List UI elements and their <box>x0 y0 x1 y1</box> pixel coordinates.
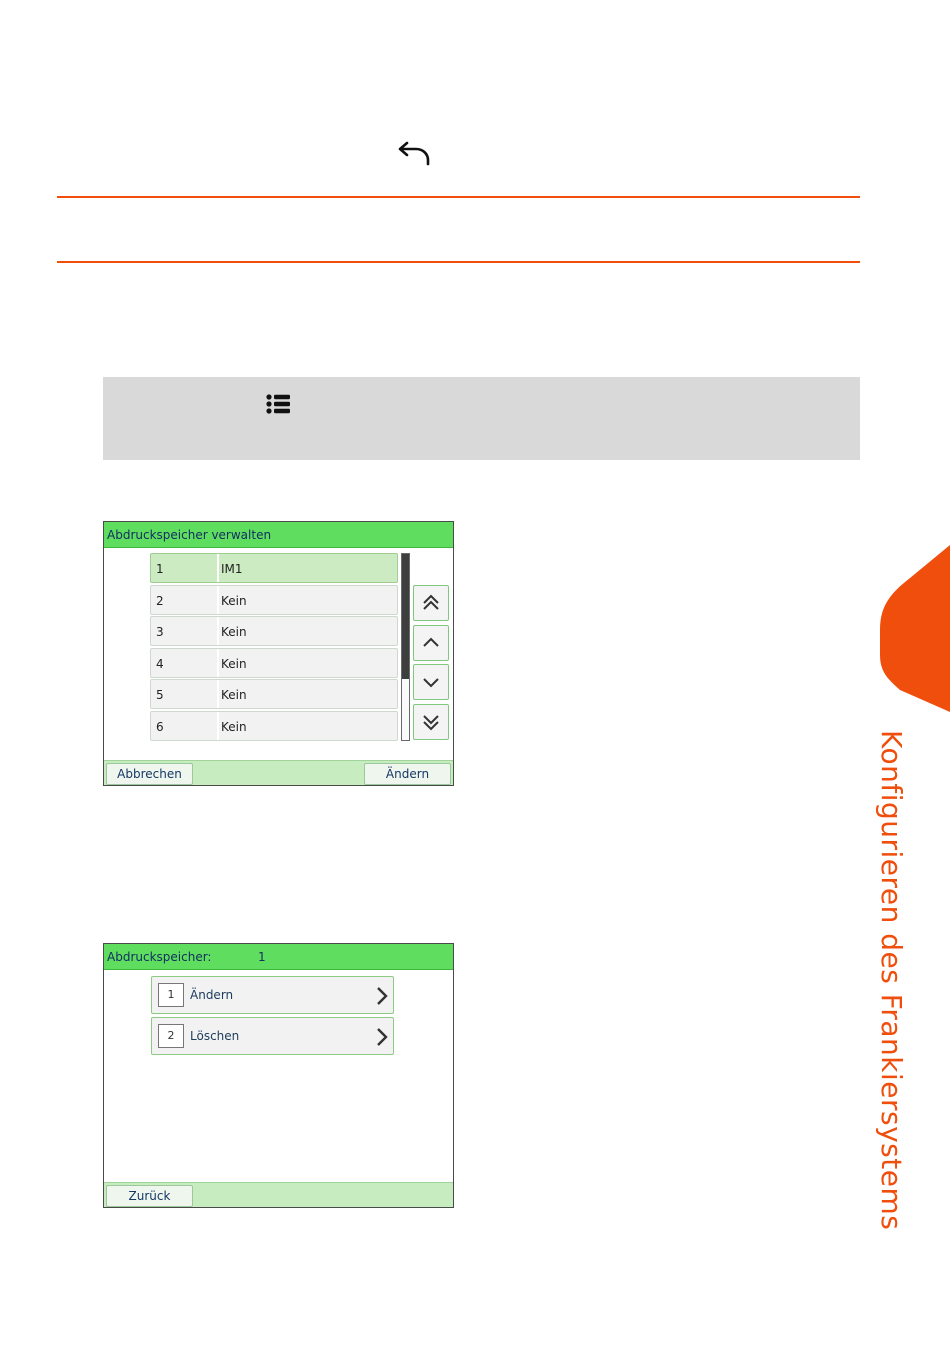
list-row[interactable] <box>150 616 398 646</box>
down-icon <box>421 672 441 692</box>
page-down-button[interactable] <box>413 704 449 740</box>
undo-icon <box>396 140 432 168</box>
row-separator <box>217 586 219 614</box>
list-row[interactable] <box>150 679 398 709</box>
list-row[interactable] <box>150 648 398 678</box>
menu-item-change[interactable] <box>151 976 394 1014</box>
screen-imprint-memory-options <box>103 943 454 1208</box>
screen-title-value: 1 <box>258 950 266 964</box>
menu-item-delete[interactable] <box>151 1017 394 1055</box>
row-value: Kein <box>221 625 247 639</box>
softkey-bar <box>104 1182 453 1207</box>
chevron-right-icon <box>375 986 389 1006</box>
divider-bottom <box>57 261 860 263</box>
page-up-button[interactable] <box>413 585 449 621</box>
menu-item-label: Ändern <box>190 988 234 1002</box>
row-number: 2 <box>156 594 164 608</box>
screen-manage-imprint-memory <box>103 521 454 786</box>
row-separator <box>217 680 219 708</box>
list-menu-icon <box>266 393 290 415</box>
row-value: Kein <box>221 594 247 608</box>
change-button[interactable]: Ändern <box>364 763 451 785</box>
chapter-tab-shape <box>870 540 950 715</box>
list-row[interactable] <box>150 553 398 583</box>
chevron-right-icon <box>375 1027 389 1047</box>
softkey-bar <box>104 760 453 785</box>
list-row[interactable] <box>150 711 398 741</box>
row-separator <box>217 649 219 677</box>
list-row[interactable] <box>150 585 398 615</box>
row-number: 1 <box>156 562 164 576</box>
row-number: 4 <box>156 657 164 671</box>
row-value: Kein <box>221 688 247 702</box>
scrollbar-thumb[interactable] <box>402 554 409 679</box>
row-value: IM1 <box>221 562 243 576</box>
scroll-down-button[interactable] <box>413 664 449 700</box>
row-number: 3 <box>156 625 164 639</box>
scrollbar[interactable] <box>401 553 410 741</box>
back-button[interactable]: Zurück <box>106 1185 193 1207</box>
menu-item-number: 2 <box>158 1024 184 1048</box>
row-separator <box>217 617 219 645</box>
cancel-button[interactable]: Abbrechen <box>106 763 193 785</box>
row-separator <box>217 554 219 582</box>
up-icon <box>421 633 441 653</box>
row-value: Kein <box>221 657 247 671</box>
menu-item-label: Löschen <box>190 1029 240 1043</box>
divider-top <box>57 196 860 198</box>
row-number: 6 <box>156 720 164 734</box>
double-down-icon <box>421 712 441 732</box>
chapter-title: Konfigurieren des Frankiersystems <box>875 730 908 1231</box>
row-number: 5 <box>156 688 164 702</box>
row-value: Kein <box>221 720 247 734</box>
note-box <box>103 377 860 460</box>
screen-title: Abdruckspeicher verwalten <box>104 522 453 548</box>
double-up-icon <box>421 593 441 613</box>
screen-title-label: Abdruckspeicher: <box>107 950 212 964</box>
scroll-up-button[interactable] <box>413 625 449 661</box>
row-separator <box>217 712 219 740</box>
screen-title <box>104 944 453 970</box>
menu-item-number: 1 <box>158 983 184 1007</box>
